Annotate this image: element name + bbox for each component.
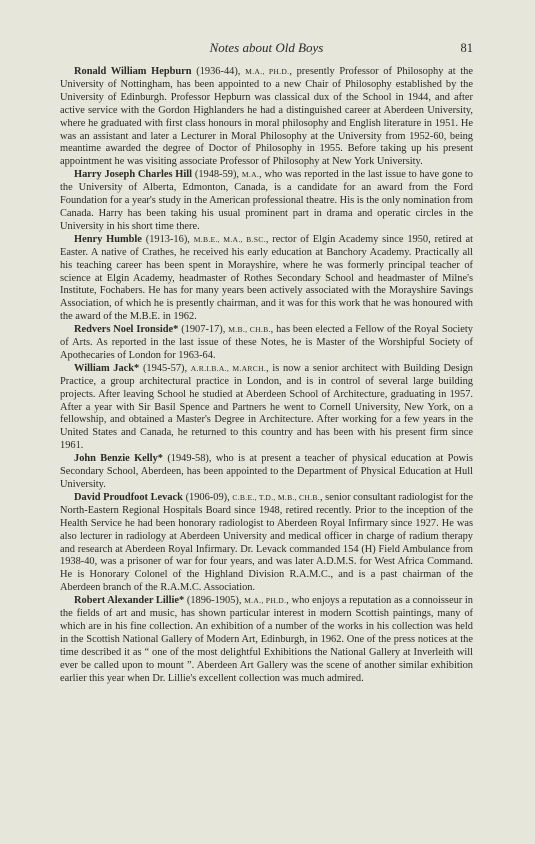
article-body (60, 66, 473, 686)
running-title: Notes about Old Boys (209, 40, 324, 55)
entry-name: William Jack* (74, 362, 140, 374)
entry-text: , who was reported in the last issue to have gone to the University of Alberta, Edmonton, Canada, is a candidate for an award from the Ford Foundation for a year's study in the American professional theatre. His is the only nomination from Canada. Harry has been taking his usual prominent part in drama and operatic circles in the University in his short time there. (60, 169, 474, 232)
entry-text: who is at present a teacher of physical education at Powis Secondary School, Aberdeen, has been appointed to the Department of Physical Education at Hull University. (60, 453, 473, 490)
entry-text: , who enjoys a reputation as a connoisseur in the fields of art and music, has shown particular interest in modern Scottish paintings, many of which are in his fine collection. An exhibition of a number of the works in his collection was held in the Scottish National Gallery of Modern Art, Edinburgh, in 1962. One of the press notices at the time described it as “ one of the most delightful Exhibitions the National Gallery at Inverleith will ever be called upon to mount ”. Aberdeen Art Gallery was the scene of another similar exhibition earlier this year when Dr. Lillie's excellent collection was much admired. (60, 595, 473, 684)
entry-degrees: A.R.I.B.A., M.ARCH. (190, 363, 267, 373)
entry-degrees: M.B.E., M.A., B.SC. (193, 234, 266, 244)
entry-name: Ronald William Hepburn (74, 66, 192, 77)
entry-years: (1948-59), (192, 169, 242, 181)
entry-years: (1906-09), (182, 491, 233, 503)
entry-years: (1907-17), (178, 324, 229, 336)
entry-paragraph (60, 234, 473, 324)
entry-text: , presently Professor of Philosophy at the University of Nottingham, has been appointed to a new Chair of Philosophy established by the University of Edinburgh. Professor Hepburn was classical dux of the School in 1944, and after active service with the Gordon Highlanders he had a distinguished career at Aberdeen University, where he graduated with first class honours in moral philosophy and English literature in 1951. He was an assistant and later a Lecturer in Moral Philosophy at the University from 1952-60, being meantime awarded the degree of Doctor of Philosophy in 1955. Before taking up his present appointment he was visiting associate Professor of Philosophy at New York University. (60, 66, 473, 168)
running-head (60, 40, 473, 56)
entry-name: Harry Joseph Charles Hill (74, 169, 193, 181)
entry-paragraph (60, 324, 473, 363)
entry-name: Redvers Noel Ironside* (74, 324, 179, 336)
entry-text: , is now a senior architect with Building Design Practice, a group architectural practice in London, and is in control of several large building projects. After leaving School he studied at Aberdeen School of Architecture, graduating in 1957. After a year with Sir Basil Spence and Partners he went to Cornell University, New York, on a fellowship, and obtained a Master's Degree in Architecture. After working for a few years in the United States and Canada, he returned to this country and has been with his present firm since 1961. (60, 362, 473, 452)
entry-paragraph (60, 492, 473, 595)
entry-paragraph (60, 66, 473, 169)
entry-name: Robert Alexander Lillie* (74, 595, 185, 607)
entry-name: David Proudfoot Levack (74, 491, 183, 503)
entry-text: , rector of Elgin Academy since 1950, retired at Easter. A native of Crathes, he received his early education at Banchory Academy. Practically all his teaching career has been spent in Morayshire, where he was formerly principal teacher of science at Elgin Academy, headmaster of Rothes Secondary School and headmaster of Milne's Institute, Fochabers. He has for many years been actively associated with the Morayshire Savings Association, of which he is presently chairman, and it was for this work that he was honoured with the award of the M.B.E. in 1962. (60, 233, 473, 323)
entry-name: John Benzie Kelly* (74, 453, 163, 465)
entry-paragraph (60, 453, 473, 492)
entry-name: Henry Humble (74, 233, 142, 245)
entry-text: , has been elected a Fellow of the Royal Society of Arts. As reported in the last issue of these Notes, he is Master of the Worshipful Society of Apothecaries of London for 1963-64. (60, 324, 473, 361)
entry-years: (1913-16), (141, 233, 194, 245)
entry-text: , senior consultant radiologist for the North-Eastern Regional Hospitals Board since 1948, retired recently. Prior to the inception of the Health Service he had been honorary radiologist to Aberdeen Royal Infirmary since 1927. He was also lecturer in radiology at Aberdeen University and medical officer in charge of radium therapy and research at Aberdeen Royal Infirmary. Dr. Levack commanded 154 (H) Field Ambulance from 1938-40, was a prisoner of war for four years, and was later A.D.M.S. for West Africa Command. He is Honorary Colonel of the Highland Division R.A.M.C., and is a past chairman of the Aberdeen branch of the R.A.M.C. Association. (60, 491, 473, 594)
entry-years: (1896-1905), (184, 595, 245, 607)
entry-paragraph (60, 595, 473, 685)
entry-years: (1949-58), (162, 453, 216, 465)
entry-years: (1936-44), (191, 66, 246, 77)
entry-years: (1945-57), (139, 362, 191, 374)
entry-degrees: M.A., PH.D. (245, 67, 290, 76)
entry-degrees: M.A., PH.D. (244, 596, 287, 606)
entry-degrees: C.B.E., T.D., M.B., CH.B. (232, 492, 320, 502)
entry-paragraph (60, 169, 473, 234)
entry-degrees: M.B., CH.B. (228, 325, 271, 335)
entry-degrees: M.A. (241, 170, 260, 180)
page-number: 81 (460, 41, 473, 55)
entry-paragraph (60, 363, 473, 453)
